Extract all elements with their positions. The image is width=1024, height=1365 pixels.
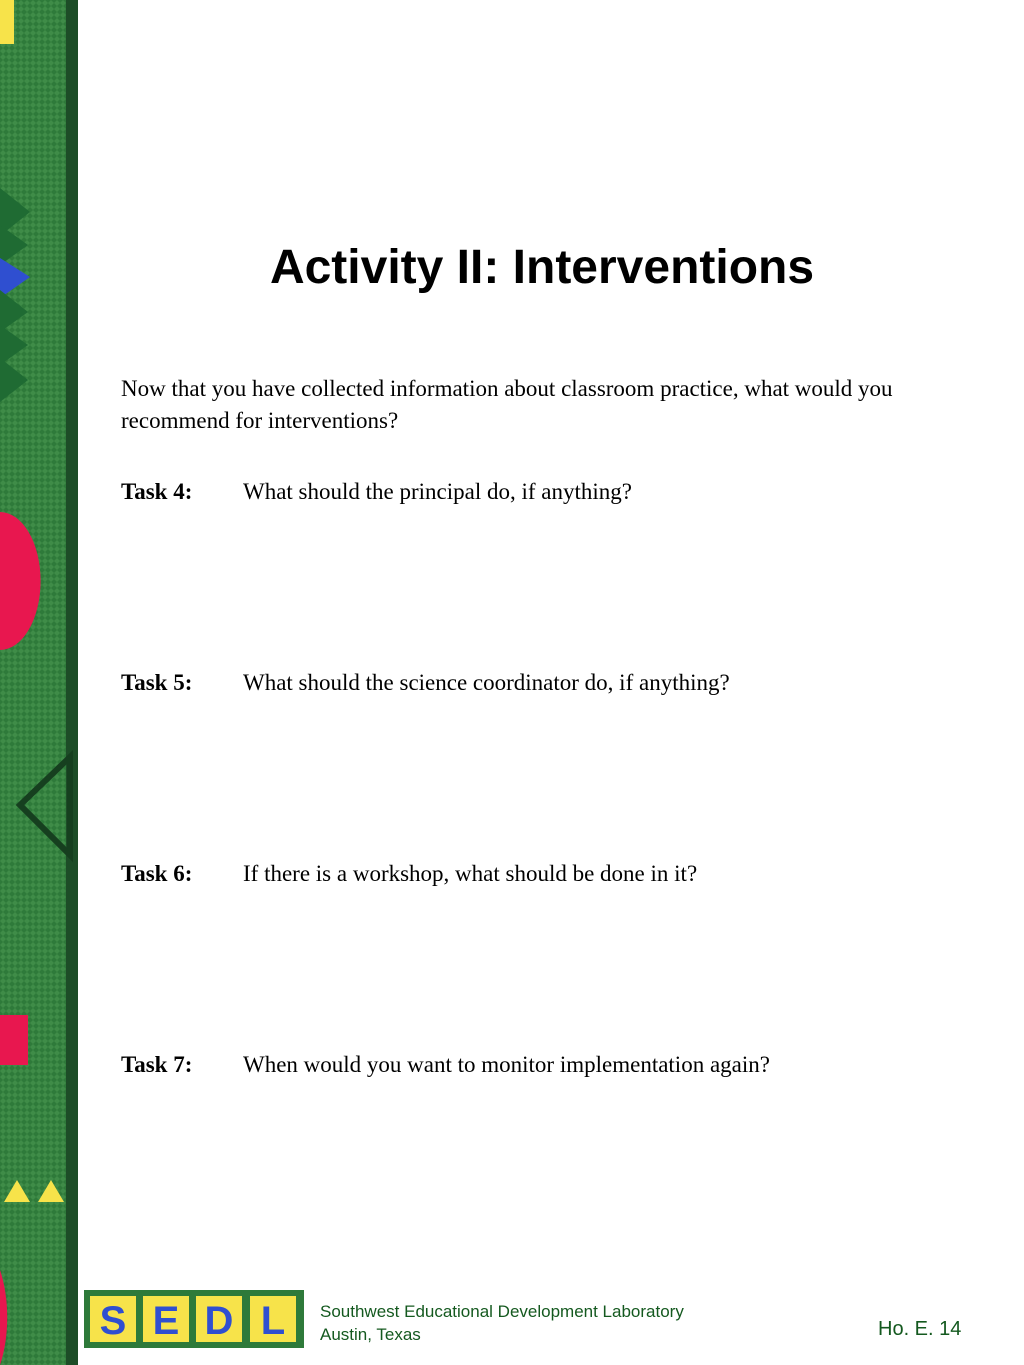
logo-letter: S [99, 1299, 127, 1343]
task-label: Task 7: [121, 1052, 193, 1077]
task-item [121, 476, 981, 508]
task-question: What should the principal do, if anything? [243, 479, 632, 504]
logo-letter: L [260, 1299, 286, 1343]
red-square-shape [0, 1015, 28, 1065]
handout-reference: Ho. E. 14 [878, 1318, 962, 1340]
logo-letter: E [152, 1299, 180, 1343]
task-item [121, 858, 981, 890]
yellow-bar-shape [0, 0, 14, 44]
org-location: Austin, Texas [320, 1325, 421, 1344]
logo-letter: D [204, 1299, 234, 1343]
org-name: Southwest Educational Development Laboratory [320, 1302, 684, 1321]
task-label: Task 6: [121, 861, 193, 886]
task-question: If there is a workshop, what should be done in it? [243, 861, 698, 886]
intro-paragraph: Now that you have collected information about classroom practice, what would you recommend for interventions? [121, 376, 893, 433]
task-label: Task 4: [121, 479, 193, 504]
task-label: Task 5: [121, 670, 193, 695]
sidebar-edge [66, 0, 78, 1365]
page-title: Activity II: Interventions [269, 241, 815, 295]
task-item [121, 1049, 981, 1081]
task-question: When would you want to monitor implementation again? [243, 1052, 770, 1077]
task-item [121, 667, 981, 699]
footer-organization [320, 1300, 684, 1346]
decorative-sidebar [0, 0, 78, 1365]
task-question: What should the science coordinator do, if anything? [243, 670, 730, 695]
sedl-logo [84, 1290, 304, 1348]
